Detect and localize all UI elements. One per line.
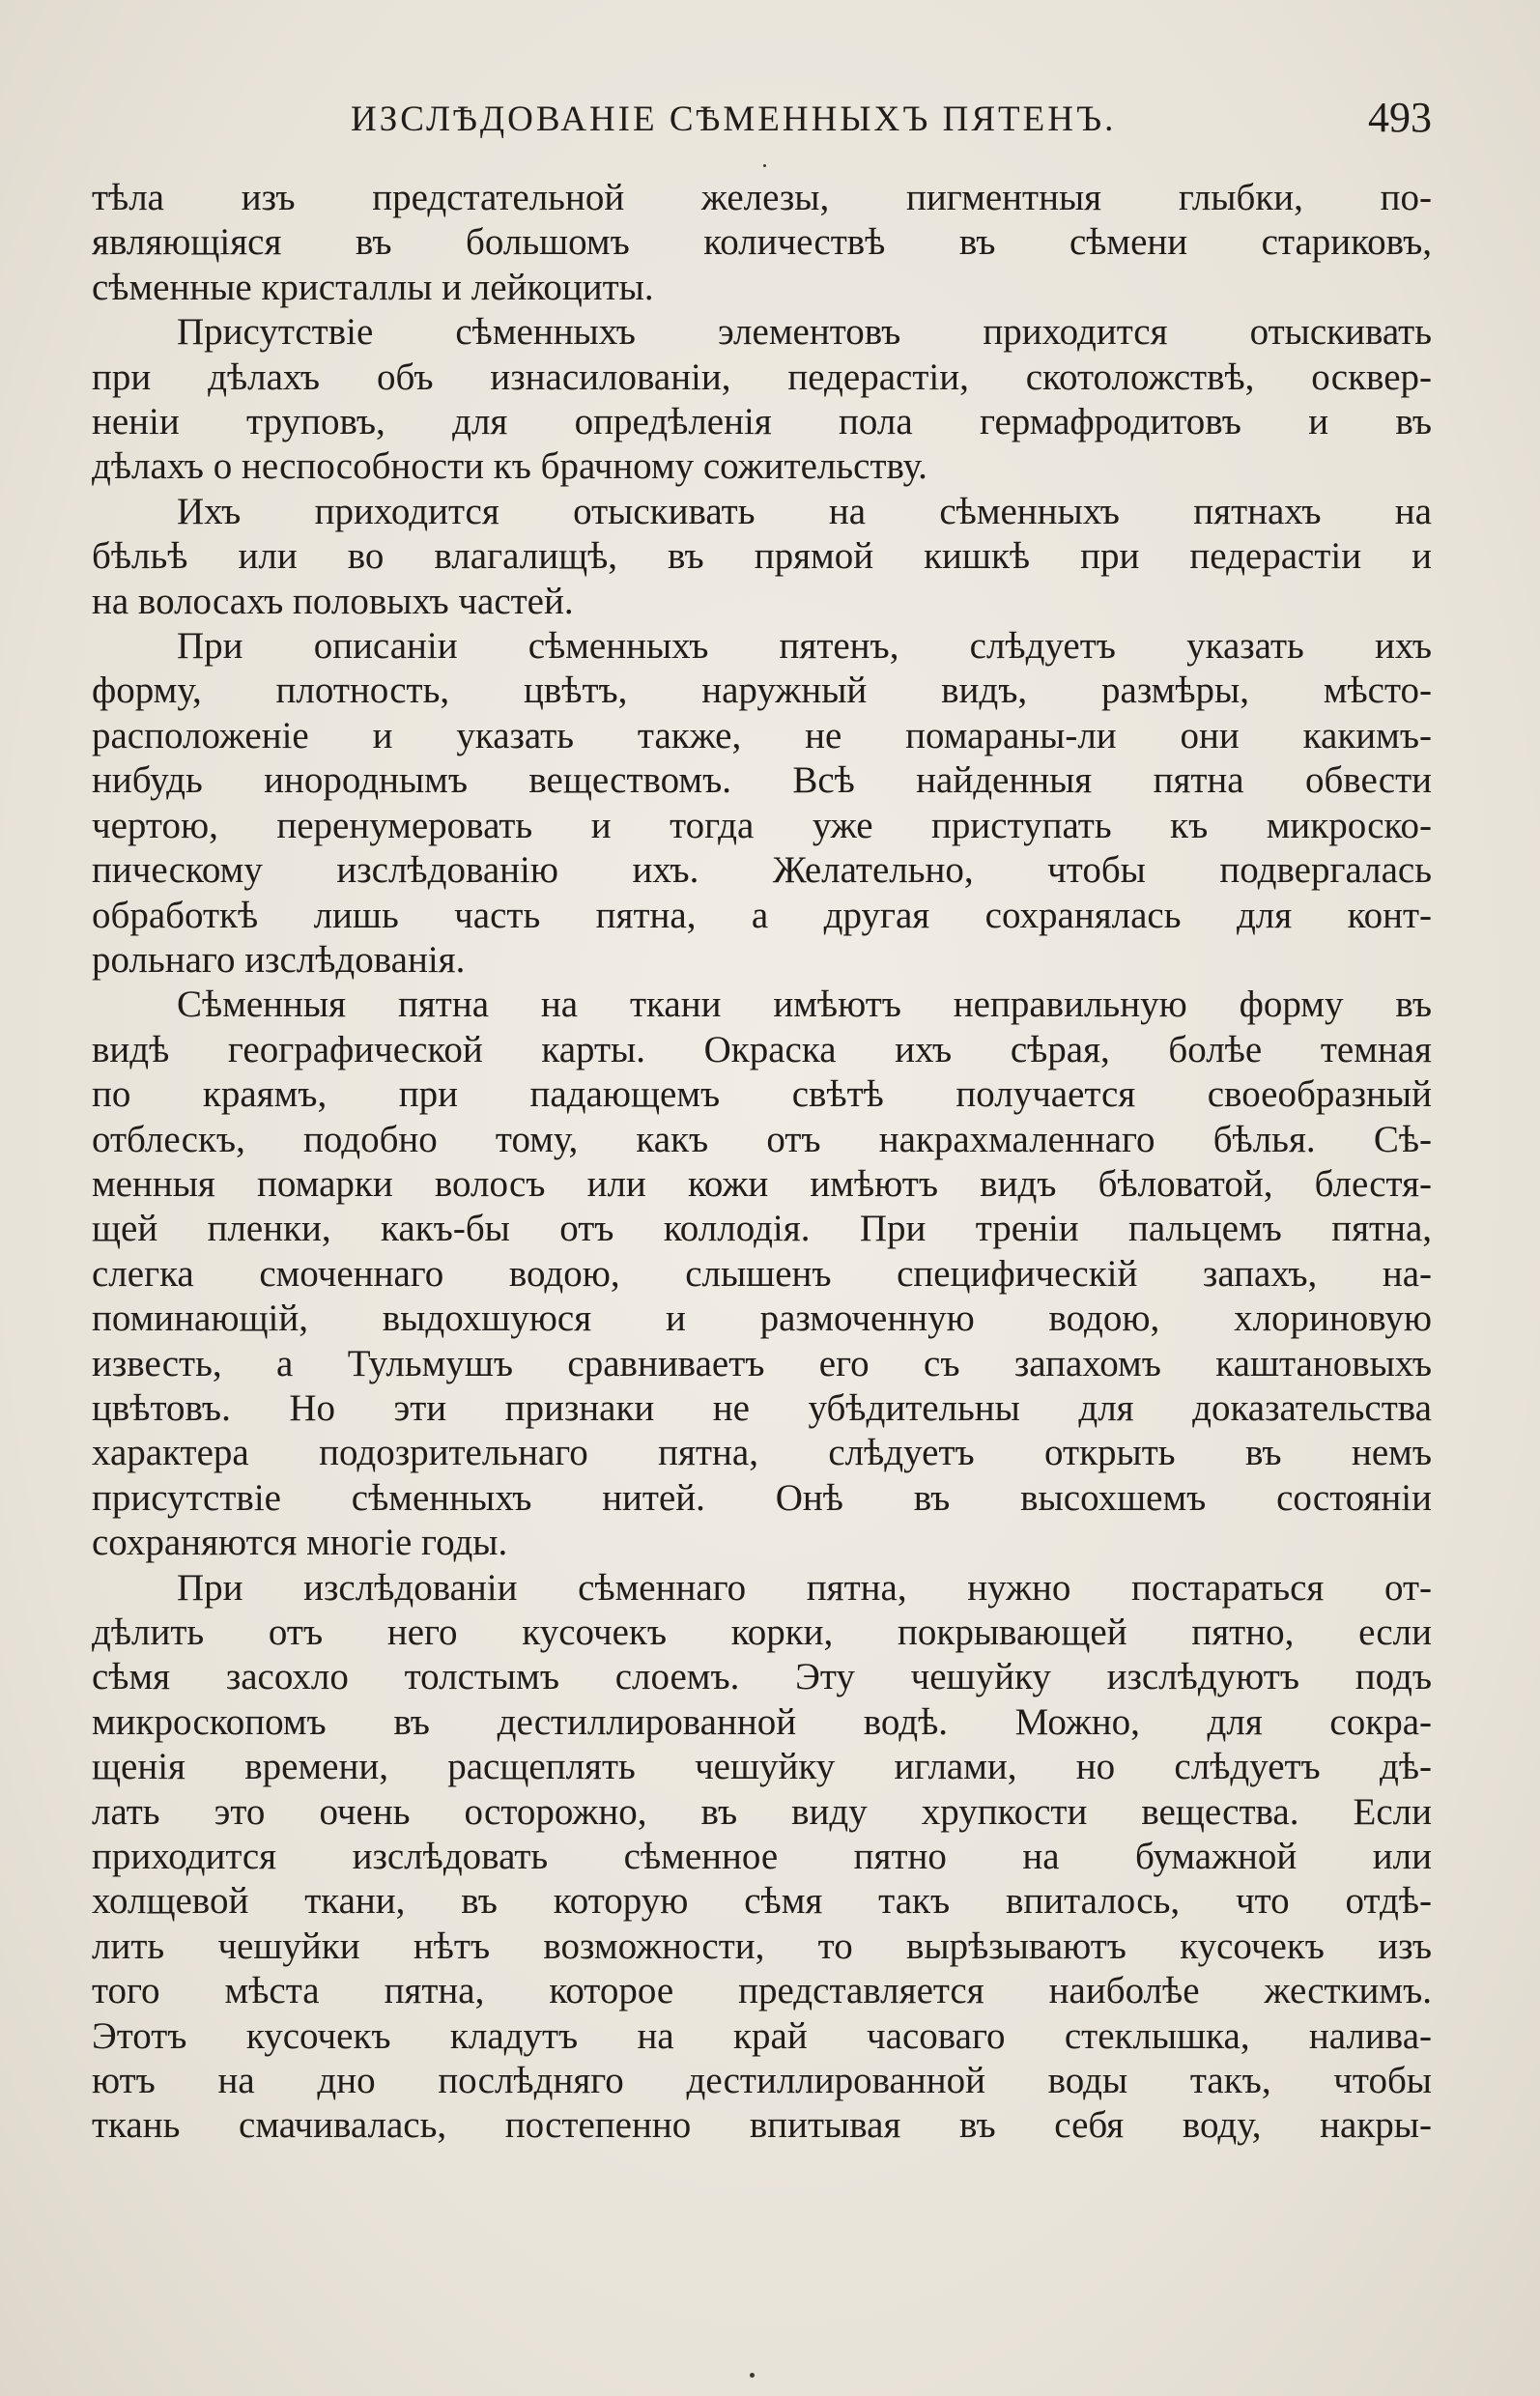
- text-line: присутствіе сѣменныхъ нитей. Онѣ въ высохшемъ состояніи: [92, 1476, 1432, 1519]
- paragraph: [92, 490, 1432, 624]
- text-line: При описаніи сѣменныхъ пятенъ, слѣдуетъ указать ихъ: [177, 625, 1432, 668]
- text-line: при дѣлахъ объ изнасилованіи, педерастіи, скотоложствѣ, осквер-: [92, 356, 1432, 398]
- text-line: Этотъ кусочекъ кладутъ на край часоваго стеклышка, налива-: [92, 2014, 1432, 2057]
- text-line: пическому изслѣдованію ихъ. Желательно, чтобы подвергалась: [92, 849, 1432, 892]
- running-title: ИЗСЛѢДОВАНІЕ СѢМЕННЫХЪ ПЯТЕНЪ.: [351, 100, 1117, 139]
- text-line: сохраняются многіе годы.: [92, 1522, 508, 1564]
- text-line: ютъ на дно послѣдняго дестиллированной воды такъ, чтобы: [92, 2060, 1432, 2102]
- text-line: отблескъ, подобно тому, какъ отъ накрахмаленнаго бѣлья. Сѣ-: [92, 1118, 1432, 1160]
- text-line: сѣмя засохло толстымъ слоемъ. Эту чешуйку изслѣдуютъ подъ: [92, 1656, 1432, 1698]
- paragraph: [92, 1566, 1432, 2149]
- text-line: дѣлахъ о неспособности къ брачному сожительству.: [92, 445, 927, 488]
- text-line: дѣлить отъ него кусочекъ корки, покрывающей пятно, если: [92, 1612, 1432, 1653]
- text-line: Присутствіе сѣменныхъ элементовъ приходится отыскивать: [177, 311, 1432, 354]
- text-line: по краямъ, при падающемъ свѣтѣ получается своеобразный: [92, 1073, 1432, 1116]
- text-line: ткань смачивалась, постепенно впитывая въ себя воду, накры-: [92, 2104, 1432, 2147]
- text-line: Сѣменныя пятна на ткани имѣютъ неправильную форму въ: [177, 984, 1432, 1026]
- text-line: При изслѣдованіи сѣменнаго пятна, нужно постараться от-: [177, 1566, 1432, 1609]
- text-line: являющіяся въ большомъ количествѣ въ сѣмени стариковъ,: [92, 221, 1432, 264]
- paragraph: [92, 176, 1432, 310]
- text-line: обработкѣ лишь часть пятна, а другая сохранялась для конт-: [92, 894, 1432, 936]
- text-line: нибудь инороднымъ веществомъ. Всѣ найденныя пятна обвести: [92, 759, 1432, 802]
- text-line: на волосахъ половыхъ частей.: [92, 580, 574, 622]
- print-speck: [750, 2373, 755, 2378]
- paragraph: [92, 983, 1432, 1565]
- text-line: рольнаго изслѣдованія.: [92, 938, 466, 981]
- text-line: видѣ географической карты. Окраска ихъ сѣрая, болѣе темная: [92, 1028, 1432, 1070]
- text-line: чертою, перенумеровать и тогда уже приступать къ микроско-: [92, 804, 1432, 846]
- text-line: сѣменные кристаллы и лейкоциты.: [92, 266, 654, 308]
- text-line: известь, а Тульмушъ сравниваетъ его съ запахомъ каштановыхъ: [92, 1342, 1432, 1384]
- text-line: расположеніе и указать также, не помараны-ли они какимъ-: [92, 714, 1432, 756]
- text-line: Ихъ приходится отыскивать на сѣменныхъ пятнахъ на: [177, 490, 1432, 532]
- text-line: лить чешуйки нѣтъ возможности, то вырѣзываютъ кусочекъ изъ: [92, 1925, 1432, 1967]
- text-line: форму, плотность, цвѣтъ, наружный видъ, размѣры, мѣсто-: [92, 670, 1432, 712]
- text-line: неніи труповъ, для опредѣленія пола гермафродитовъ и въ: [92, 401, 1432, 443]
- page-number: 493: [1368, 94, 1432, 141]
- text-line: приходится изслѣдовать сѣменное пятно на бумажной или: [92, 1836, 1432, 1878]
- text-line: лать это очень осторожно, въ виду хрупкости вещества. Если: [92, 1790, 1432, 1833]
- text-line: щей пленки, какъ-бы отъ коллодія. При треніи пальцемъ пятна,: [92, 1208, 1432, 1250]
- text-line: слегка смоченнаго водою, слышенъ специфическій запахъ, на-: [92, 1252, 1432, 1295]
- paragraph: [92, 310, 1432, 490]
- text-line: холщевой ткани, въ которую сѣмя такъ впиталось, что отдѣ-: [92, 1880, 1432, 1923]
- body-text: [92, 176, 1432, 2149]
- text-line: бѣльѣ или во влагалищѣ, въ прямой кишкѣ при педерастіи и: [92, 535, 1432, 578]
- text-line: микроскопомъ въ дестиллированной водѣ. Можно, для сокра-: [92, 1700, 1432, 1743]
- print-speck: [763, 164, 766, 167]
- text-line: характера подозрительнаго пятна, слѣдуетъ открыть въ немъ: [92, 1432, 1432, 1474]
- page-header: [92, 89, 1432, 147]
- text-line: тѣла изъ предстательной железы, пигментныя глыбки, по-: [92, 177, 1432, 218]
- text-line: поминающій, выдохшуюся и размоченную водою, хлориновую: [92, 1298, 1432, 1340]
- text-line: того мѣста пятна, которое представляется наиболѣе жесткимъ.: [92, 1970, 1432, 2012]
- text-line: цвѣтовъ. Но эти признаки не убѣдительны для доказательства: [92, 1386, 1432, 1429]
- text-line: щенія времени, расщеплять чешуйку иглами, но слѣдуетъ дѣ-: [92, 1746, 1432, 1788]
- text-line: менныя помарки волосъ или кожи имѣютъ видъ бѣловатой, блестя-: [92, 1162, 1432, 1205]
- paragraph: [92, 624, 1432, 983]
